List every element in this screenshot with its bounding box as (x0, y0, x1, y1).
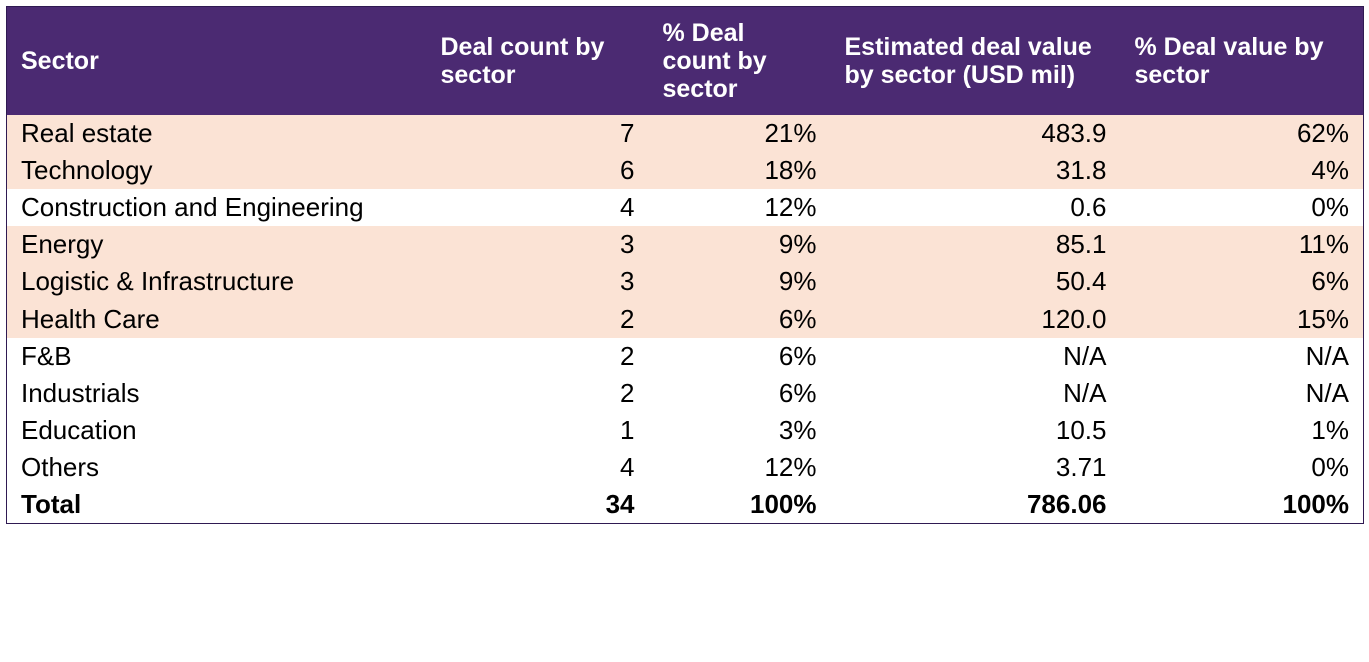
cell-deal-value: 50.4 (831, 263, 1121, 300)
cell-total-pct-deal-count: 100% (649, 486, 831, 524)
cell-pct-deal-value: 1% (1121, 412, 1364, 449)
cell-total-deal-count: 34 (427, 486, 649, 524)
cell-pct-deal-value: 11% (1121, 226, 1364, 263)
column-header-sector: Sector (7, 7, 427, 116)
cell-pct-deal-count: 6% (649, 301, 831, 338)
cell-deal-value: 0.6 (831, 189, 1121, 226)
cell-sector: F&B (7, 338, 427, 375)
cell-deal-count: 1 (427, 412, 649, 449)
table-header (7, 7, 1364, 116)
cell-pct-deal-count: 3% (649, 412, 831, 449)
cell-pct-deal-value: 62% (1121, 115, 1364, 152)
table-row (7, 263, 1364, 300)
cell-sector: Logistic & Infrastructure (7, 263, 427, 300)
cell-deal-count: 3 (427, 226, 649, 263)
cell-sector: Education (7, 412, 427, 449)
table-row (7, 152, 1364, 189)
column-header-deal-count: Deal count by sector (427, 7, 649, 116)
cell-sector: Technology (7, 152, 427, 189)
cell-pct-deal-count: 18% (649, 152, 831, 189)
cell-deal-count: 3 (427, 263, 649, 300)
cell-deal-count: 4 (427, 189, 649, 226)
cell-pct-deal-count: 21% (649, 115, 831, 152)
cell-total-label: Total (7, 486, 427, 524)
table-row (7, 226, 1364, 263)
column-header-pct-deal-count: % Deal count by sector (649, 7, 831, 116)
cell-deal-value: 483.9 (831, 115, 1121, 152)
table-body (7, 115, 1364, 524)
sector-deal-table (6, 6, 1364, 524)
cell-deal-value: 10.5 (831, 412, 1121, 449)
cell-total-deal-value: 786.06 (831, 486, 1121, 524)
cell-deal-count: 2 (427, 338, 649, 375)
column-header-pct-deal-value: % Deal value by sector (1121, 7, 1364, 116)
cell-sector: Energy (7, 226, 427, 263)
cell-pct-deal-value: 4% (1121, 152, 1364, 189)
table-row (7, 412, 1364, 449)
cell-deal-count: 6 (427, 152, 649, 189)
cell-pct-deal-count: 12% (649, 449, 831, 486)
column-header-deal-value: Estimated deal value by sector (USD mil) (831, 7, 1121, 116)
cell-sector: Construction and Engineering (7, 189, 427, 226)
cell-pct-deal-count: 9% (649, 263, 831, 300)
table-row (7, 189, 1364, 226)
cell-pct-deal-count: 6% (649, 338, 831, 375)
table-row (7, 375, 1364, 412)
cell-deal-value: N/A (831, 375, 1121, 412)
cell-pct-deal-count: 9% (649, 226, 831, 263)
cell-deal-count: 2 (427, 375, 649, 412)
table-row (7, 449, 1364, 486)
cell-pct-deal-value: 0% (1121, 189, 1364, 226)
cell-total-pct-deal-value: 100% (1121, 486, 1364, 524)
header-row (7, 7, 1364, 116)
cell-pct-deal-value: 6% (1121, 263, 1364, 300)
cell-sector: Health Care (7, 301, 427, 338)
table-row (7, 338, 1364, 375)
cell-deal-count: 2 (427, 301, 649, 338)
cell-sector: Industrials (7, 375, 427, 412)
cell-pct-deal-value: 0% (1121, 449, 1364, 486)
cell-pct-deal-value: N/A (1121, 375, 1364, 412)
cell-pct-deal-value: 15% (1121, 301, 1364, 338)
cell-deal-value: 85.1 (831, 226, 1121, 263)
cell-deal-value: 120.0 (831, 301, 1121, 338)
cell-pct-deal-value: N/A (1121, 338, 1364, 375)
cell-deal-count: 4 (427, 449, 649, 486)
cell-deal-value: N/A (831, 338, 1121, 375)
cell-sector: Others (7, 449, 427, 486)
table-total-row (7, 486, 1364, 524)
cell-pct-deal-count: 6% (649, 375, 831, 412)
table-row (7, 115, 1364, 152)
cell-sector: Real estate (7, 115, 427, 152)
cell-deal-count: 7 (427, 115, 649, 152)
cell-deal-value: 3.71 (831, 449, 1121, 486)
cell-deal-value: 31.8 (831, 152, 1121, 189)
cell-pct-deal-count: 12% (649, 189, 831, 226)
table-row (7, 301, 1364, 338)
